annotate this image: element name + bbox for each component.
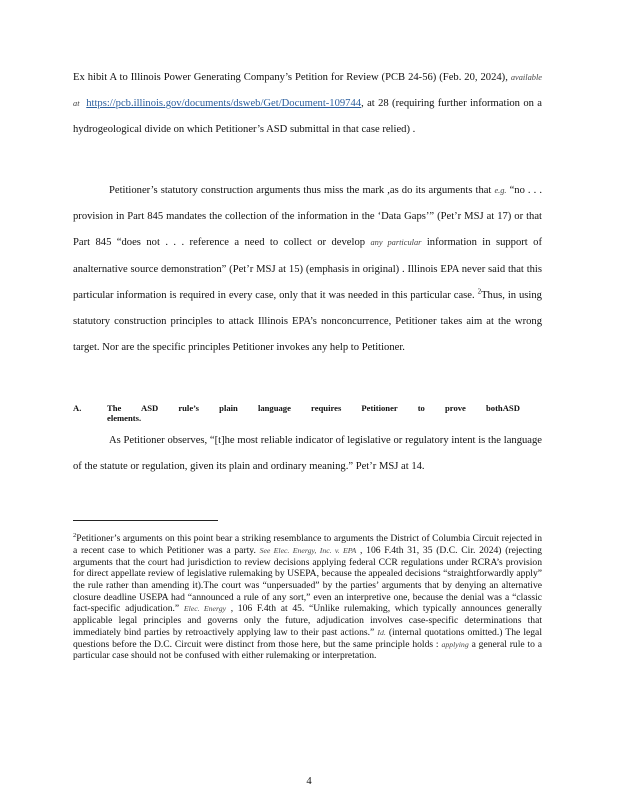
italic-eg: e.g. — [494, 186, 507, 195]
footnote-reference[interactable]: 2 — [477, 287, 482, 296]
paragraph-plain-language — [73, 428, 542, 480]
footnote-citation: Elec. Energy — [183, 604, 227, 614]
paragraph-statutory-construction — [73, 178, 542, 361]
section-letter: A. — [73, 403, 82, 413]
paragraph-text: Ex hibit A to Illinois Power Generating Company’s Petition for Review (PCB 24-56) (Feb. 20, 2024), — [73, 72, 511, 83]
paragraph-text: Petitioner’s statutory construction arguments thus miss the mark ,as do its arguments that — [109, 185, 495, 196]
paragraph-text: , at 28 (requiring further information on a hydrogeological divide on which Petitioner’s ASD submittal in that case relied) . — [73, 98, 543, 136]
paragraph-text: information in support of analternative source demonstration” (Pet’r MSJ at 15) (emphasis in original) . Illinois EPA never said that this particular information is required in every case, only that it was needed in this particular case. — [73, 237, 542, 301]
section-heading-text: The ASD rule’s plain language requires Petitioner to prove bothASD elements. — [107, 403, 520, 423]
document-link[interactable]: https://pcb.illinois.gov/documents/dsweb/Get/Document-109744 — [86, 98, 362, 110]
paragraph-text: Thus, in using statutory construction principles to attack Illinois EPA’s nonconcurrence, Petitioner takes aim at the wrong target. Nor are the specific principles Petitioner invokes any help to Petitioner. — [73, 289, 542, 354]
footnote-text: , 106 F.4th 31, 35 (D.C. Cir. 2024) (rejecting arguments that the court had jurisdiction to review decisions applying federal CCR regulations under RCRA’s provision for direct appellate review of legislative rulemaking by USEPA, because the appealed decisions “straightforwardly apply” the rule rather than amending it).The court was “unpersuaded” by the parties’ arguments that by denying an alternative closure deadline USEPA had “announced a rule of any sort,” even an interpretive one, because the denial was a “classic fact-specific adjudication.” — [73, 544, 542, 615]
italic-any-particular: any particular — [370, 238, 422, 248]
footnote-text: Petitioner’s arguments on this point bear a striking resemblance to arguments the District of Columbia Circuit rejected in a recent case to which Petitioner was a party. — [73, 533, 542, 556]
footnote-text: (internal quotations omitted.) The legal questions before the D.C. Circuit were distinct from those here, but the same principle holds : — [73, 626, 542, 650]
footnote-divider — [73, 520, 218, 521]
footnote — [73, 530, 542, 662]
footnote-citation: Id. — [377, 627, 386, 637]
paragraph-exhibit-citation — [73, 65, 542, 144]
footnote-number: 2 — [73, 532, 77, 539]
italic-available-at: available at — [73, 73, 542, 109]
footnote-italic-applying: applying — [441, 639, 469, 649]
footnote-text: a general rule to a particular case should not be confused with either rulemaking or interpretation. — [73, 638, 542, 662]
paragraph-text: “no . . . provision in Part 845 mandates the collection of the information in the ‘Data Gaps’” (Pet’r MSJ at 17) or that Part 845 “does not . . . reference a need to collect or develop — [73, 185, 542, 249]
section-heading — [73, 403, 542, 423]
page-number: 4 — [306, 776, 312, 787]
footnote-text: , 106 F.4th at 45. “Unlike rulemaking, which typically announces generally applicable legal principles and governs only the future, adjudication involves case-specific determinations that immediately bind parties by retroactively applying law to their past actions.” — [73, 603, 542, 638]
footnote-citation: See Elec. Energy, Inc. v. EPA — [259, 545, 357, 555]
paragraph-text: As Petitioner observes, “[t]he most reliable indicator of legislative or regulatory intent is the language of the statute or regulation, given its plain and ordinary meaning.” Pet’r MSJ at 14. — [73, 435, 542, 473]
